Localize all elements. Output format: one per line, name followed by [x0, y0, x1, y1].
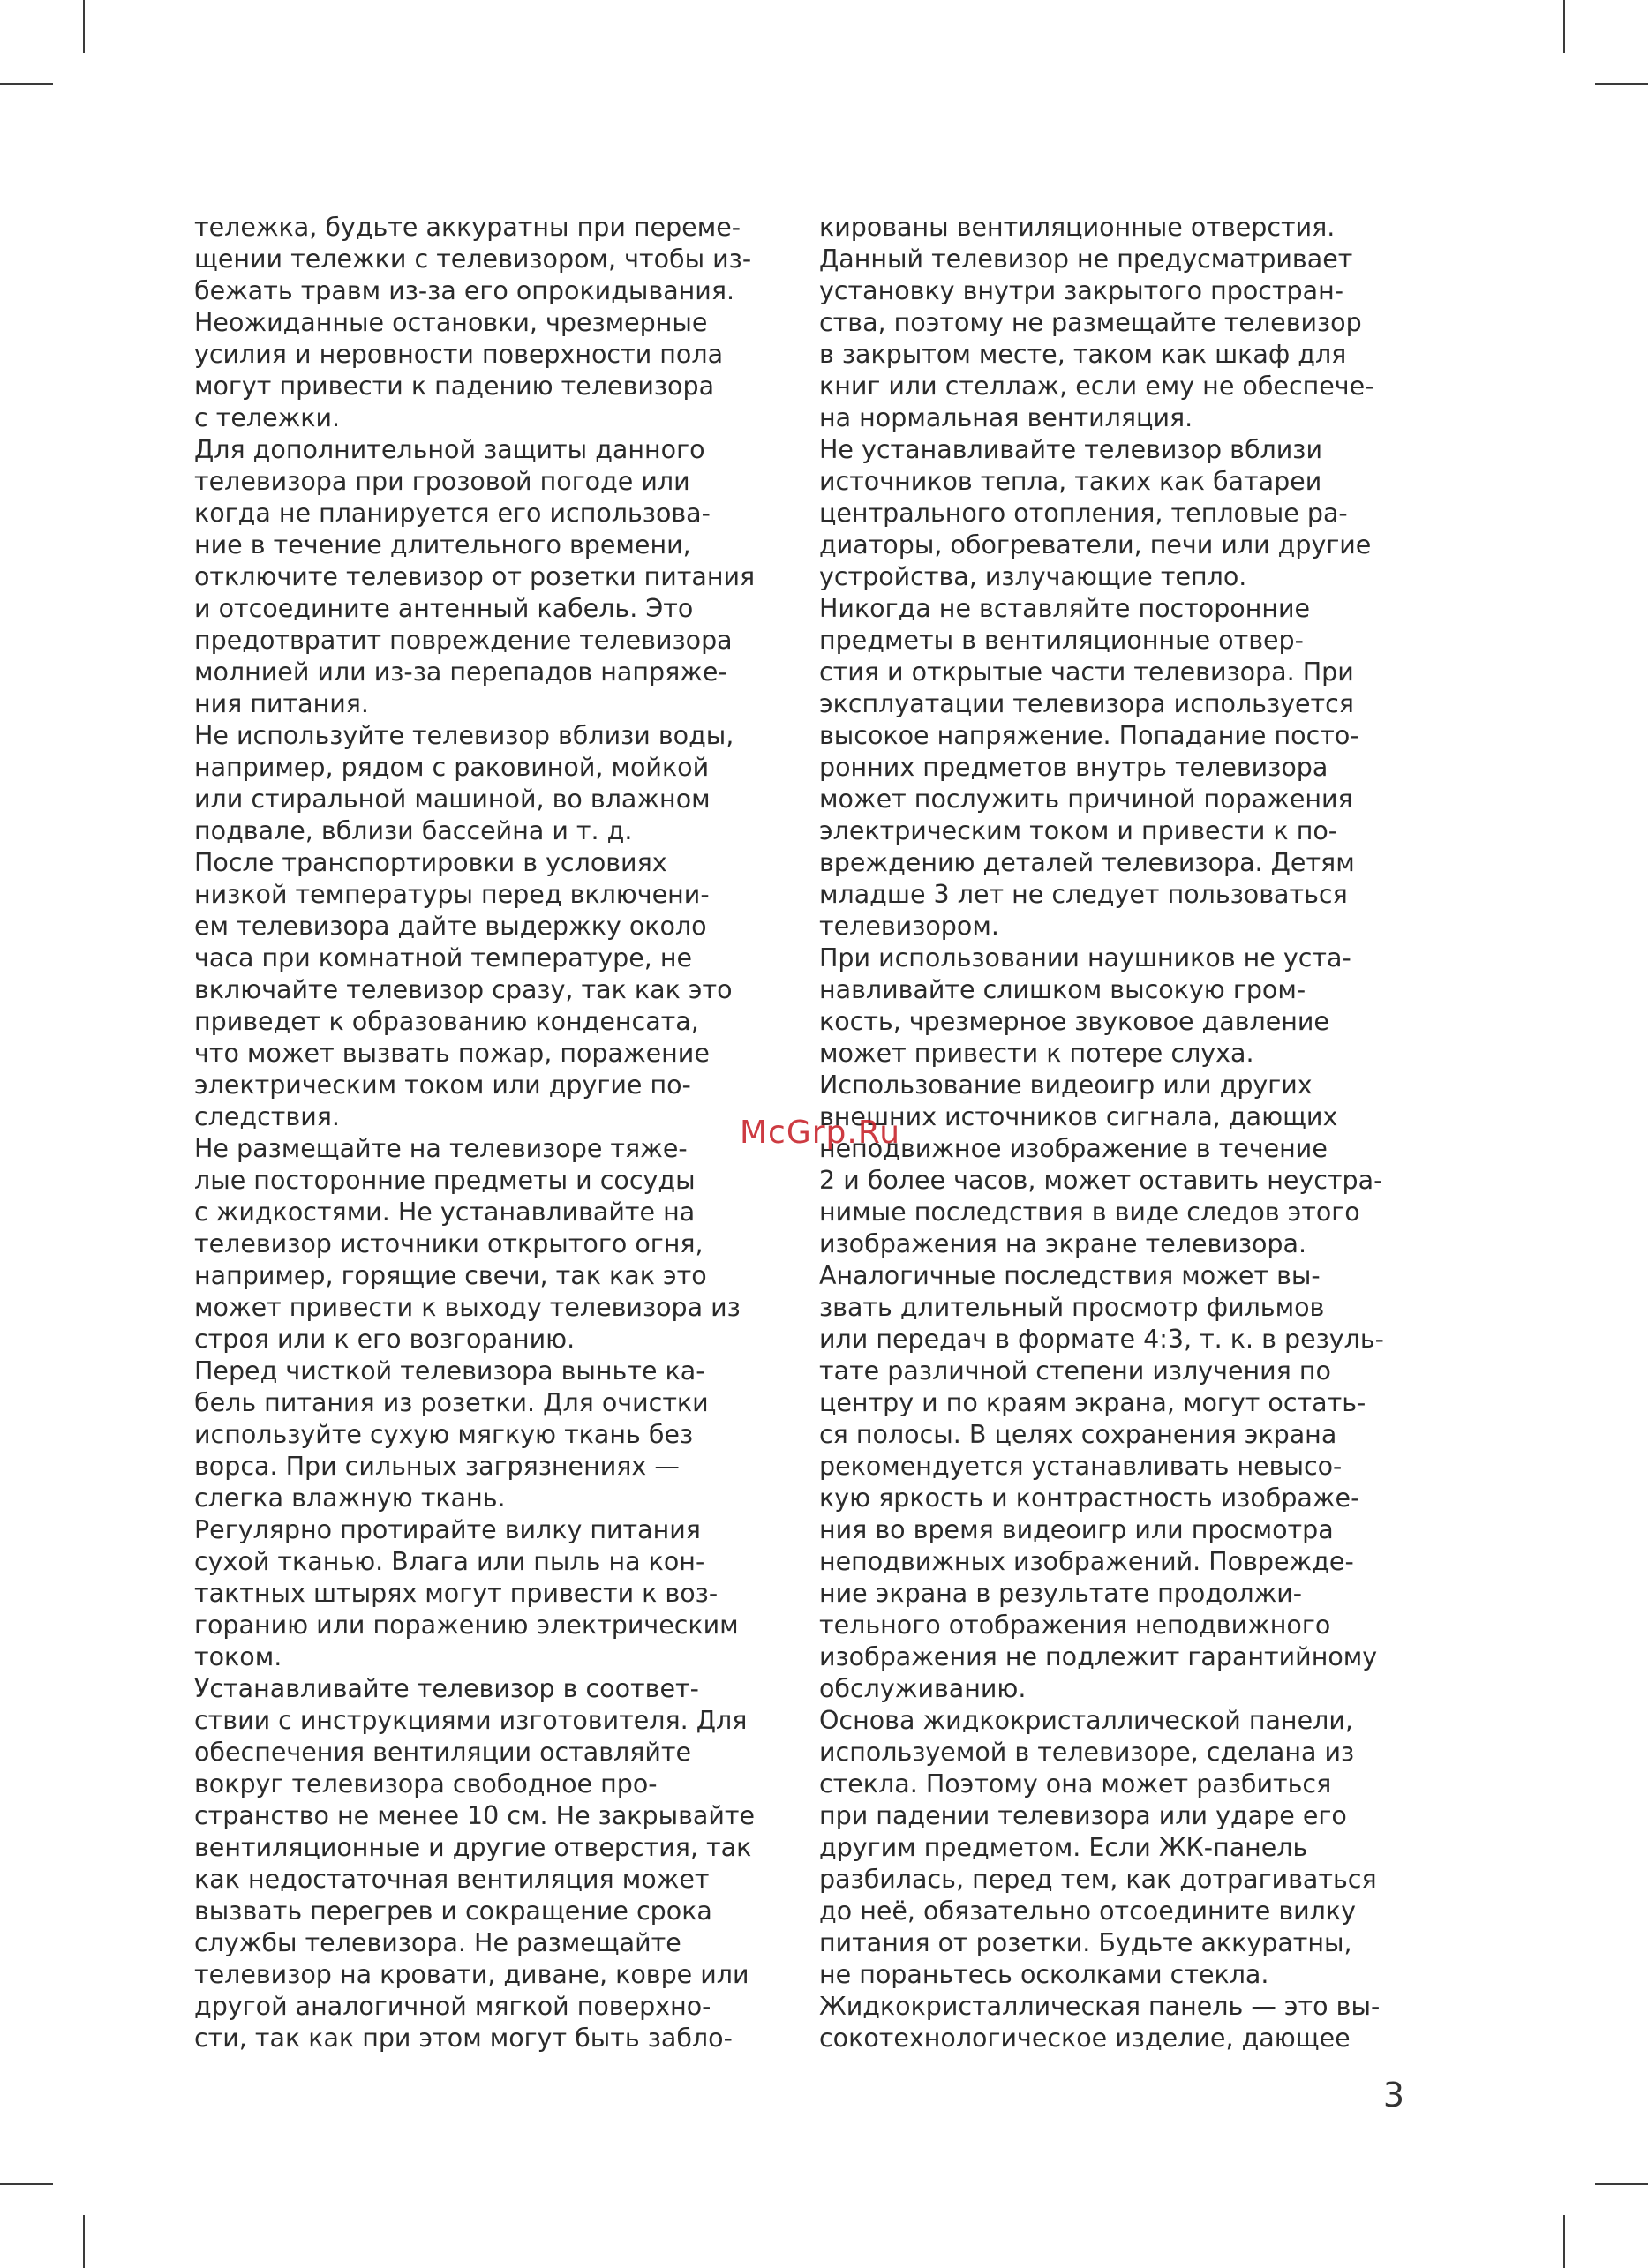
text-line: книг или стеллаж, если ему не обеспече- [819, 372, 1374, 401]
text-line: вокруг телевизора свободное про- [194, 1769, 658, 1799]
text-line: подвале, вблизи бассейна и т. д. [194, 816, 633, 845]
text-line: Не устанавливайте телевизор вблизи [819, 435, 1322, 464]
text-line: Регулярно протирайте вилку питания [194, 1515, 701, 1544]
text-line: обеспечения вентиляции оставляйте [194, 1738, 692, 1767]
text-line: установку внутри закрытого простран- [819, 276, 1344, 305]
text-line: тате различной степени излучения по [819, 1356, 1331, 1386]
text-line: другим предметом. Если ЖК-панель [819, 1833, 1308, 1862]
text-line: Не размещайте на телевизоре тяже- [194, 1134, 688, 1163]
text-line: телевизором. [819, 912, 999, 941]
text-line: на нормальная вентиляция. [819, 403, 1193, 432]
text-line: нимые последствия в виде следов этого [819, 1198, 1360, 1227]
text-line: бель питания из розетки. Для очистки [194, 1388, 709, 1417]
text-line: горанию или поражению электрическим [194, 1611, 739, 1640]
crop-mark-top-left-vertical [83, 0, 85, 53]
text-line: лые посторонние предметы и сосуды [194, 1166, 696, 1195]
text-line: может привести к выходу телевизора из [194, 1293, 741, 1322]
text-line: вызвать перегрев и сокращение срока [194, 1896, 712, 1926]
text-line: тельного отображения неподвижного [819, 1611, 1331, 1640]
text-line: низкой температуры перед включени- [194, 880, 710, 909]
text-line: ворса. При сильных загрязнениях — [194, 1452, 680, 1481]
text-line: изображения на экране телевизора. [819, 1229, 1307, 1258]
text-line: Неожиданные остановки, чрезмерные [194, 308, 708, 337]
text-line: ствии с инструкциями изготовителя. Для [194, 1706, 748, 1735]
crop-mark-top-left-horizontal [0, 83, 53, 85]
text-line: сокотехнологическое изделие, дающее [819, 2024, 1351, 2053]
crop-mark-top-right-horizontal [1595, 83, 1648, 85]
text-line: молнией или из-за перепадов напряже- [194, 657, 727, 687]
text-line: с тележки. [194, 403, 341, 432]
text-line: диаторы, обогреватели, печи или другие [819, 530, 1372, 559]
text-line: и отсоедините антенный кабель. Это [194, 594, 694, 623]
text-line: ния во время видеоигр или просмотра [819, 1515, 1334, 1544]
text-line: может послужить причиной поражения [819, 785, 1353, 814]
text-line: ем телевизора дайте выдержку около [194, 912, 707, 941]
text-line: слегка влажную ткань. [194, 1483, 506, 1513]
crop-mark-bottom-right-horizontal [1595, 2183, 1648, 2185]
text-line: кую яркость и контрастность изображе- [819, 1483, 1360, 1513]
text-line: ние экрана в результате продолжи- [819, 1579, 1303, 1608]
text-line: например, рядом с раковиной, мойкой [194, 753, 710, 782]
text-line: телевизор на кровати, диване, ковре или [194, 1960, 749, 1989]
text-line: внешних источников сигнала, дающих [819, 1102, 1338, 1131]
text-line: ся полосы. В целях сохранения экрана [819, 1420, 1337, 1449]
text-line: вреждению деталей телевизора. Детям [819, 848, 1355, 877]
text-line: Аналогичные последствия может вы- [819, 1261, 1321, 1290]
text-line: Для дополнительной защиты данного [194, 435, 705, 464]
text-line: в закрытом месте, таком как шкаф для [819, 340, 1347, 369]
text-line: Перед чисткой телевизора выньте ка- [194, 1356, 705, 1386]
text-line: ства, поэтому не размещайте телевизор [819, 308, 1362, 337]
text-line: звать длительный просмотр фильмов [819, 1293, 1325, 1322]
text-line: странство не менее 10 см. Не закрывайте [194, 1801, 756, 1830]
text-line: электрическим током или другие по- [194, 1070, 691, 1100]
text-line: Основа жидкокристаллической панели, [819, 1706, 1353, 1735]
text-line: могут привести к падению телевизора [194, 372, 715, 401]
text-line: При использовании наушников не уста- [819, 943, 1351, 973]
text-line: бежать травм из-за его опрокидывания. [194, 276, 735, 305]
text-line: Использование видеоигр или других [819, 1070, 1313, 1100]
text-line: высокое напряжение. Попадание посто- [819, 721, 1359, 750]
text-line: Устанавливайте телевизор в соответ- [194, 1674, 699, 1703]
text-line: телевизора при грозовой погоде или [194, 467, 690, 496]
text-line: или передач в формате 4:3, т. к. в резуль- [819, 1325, 1384, 1354]
text-line: неподвижных изображений. Поврежде- [819, 1547, 1354, 1576]
text-line: током. [194, 1642, 282, 1671]
text-line: когда не планируется его использова- [194, 499, 711, 528]
text-line: что может вызвать пожар, поражение [194, 1039, 710, 1068]
text-line: используйте сухую мягкую ткань без [194, 1420, 694, 1449]
text-line: Никогда не вставляйте посторонние [819, 594, 1311, 623]
crop-mark-bottom-left-horizontal [0, 2183, 53, 2185]
text-line: устройства, излучающие тепло. [819, 562, 1247, 591]
text-line: 2 и более часов, может оставить неустра- [819, 1166, 1383, 1195]
text-line: тележка, будьте аккуратны при переме- [194, 213, 741, 242]
text-line: часа при комнатной температуре, не [194, 943, 693, 973]
text-line: включайте телевизор сразу, так как это [194, 975, 733, 1004]
text-line: до неё, обязательно отсоедините вилку [819, 1896, 1356, 1926]
text-line: или стиральной машиной, во влажном [194, 785, 711, 814]
page-number: 3 [1382, 2076, 1404, 2114]
text-line: приведет к образованию конденсата, [194, 1007, 699, 1036]
text-line: младше 3 лет не следует пользоваться [819, 880, 1348, 909]
text-line: Жидкокристаллическая панель — это вы- [819, 1992, 1381, 2021]
text-line: навливайте слишком высокую гром- [819, 975, 1306, 1004]
text-line: Данный телевизор не предусматривает [819, 244, 1353, 274]
text-line: как недостаточная вентиляция может [194, 1865, 710, 1894]
text-line: изображения не подлежит гарантийному [819, 1642, 1378, 1671]
text-line: отключите телевизор от розетки питания [194, 562, 756, 591]
crop-mark-top-right-vertical [1563, 0, 1565, 53]
text-line: ния питания. [194, 689, 369, 718]
text-line: вентиляционные и другие отверстия, так [194, 1833, 752, 1862]
text-line: щении тележки с телевизором, чтобы из- [194, 244, 752, 274]
text-line: используемой в телевизоре, сделана из [819, 1738, 1355, 1767]
text-line: питания от розетки. Будьте аккуратны, [819, 1928, 1352, 1957]
crop-mark-bottom-left-vertical [83, 2215, 85, 2268]
crop-mark-bottom-right-vertical [1563, 2215, 1565, 2268]
text-line: После транспортировки в условиях [194, 848, 667, 877]
text-line: ние в течение длительного времени, [194, 530, 691, 559]
text-line: сти, так как при этом могут быть забло- [194, 2024, 733, 2053]
text-line: строя или к его возгоранию. [194, 1325, 576, 1354]
text-line: стекла. Поэтому она может разбиться [819, 1769, 1332, 1799]
text-line: может привести к потере слуха. [819, 1039, 1254, 1068]
text-line: эксплуатации телевизора используется [819, 689, 1354, 718]
text-line: электрическим током и привести к по- [819, 816, 1338, 845]
text-line: обслуживанию. [819, 1674, 1027, 1703]
text-line: тактных штырях могут привести к воз- [194, 1579, 719, 1608]
text-line: центрального отопления, тепловые ра- [819, 499, 1348, 528]
text-line: предотвратит повреждение телевизора [194, 626, 733, 655]
text-line: с жидкостями. Не устанавливайте на [194, 1198, 696, 1227]
text-line: следствия. [194, 1102, 340, 1131]
text-line: телевизор источники открытого огня, [194, 1229, 704, 1258]
text-line: Не используйте телевизор вблизи воды, [194, 721, 734, 750]
text-line: центру и по краям экрана, могут остать- [819, 1388, 1366, 1417]
text-line: ронних предметов внутрь телевизора [819, 753, 1328, 782]
text-line: кированы вентиляционные отверстия. [819, 213, 1336, 242]
text-line: службы телевизора. Не размещайте [194, 1928, 681, 1957]
text-line: усилия и неровности поверхности пола [194, 340, 724, 369]
text-line: при падении телевизора или ударе его [819, 1801, 1347, 1830]
text-line: неподвижное изображение в течение [819, 1134, 1328, 1163]
text-line: источников тепла, таких как батареи [819, 467, 1322, 496]
text-line: предметы в вентиляционные отвер- [819, 626, 1304, 655]
text-line: не пораньтесь осколками стекла. [819, 1960, 1269, 1989]
text-line: сухой тканью. Влага или пыль на кон- [194, 1547, 705, 1576]
text-line: например, горящие свечи, так как это [194, 1261, 707, 1290]
text-line: разбилась, перед тем, как дотрагиваться [819, 1865, 1377, 1894]
right-text-column [819, 212, 1419, 2054]
watermark-text: McGrp.Ru [740, 1115, 901, 1151]
text-line: другой аналогичной мягкой поверхно- [194, 1992, 711, 2021]
text-line: рекомендуется устанавливать невысо- [819, 1452, 1343, 1481]
left-text-column [194, 212, 794, 2054]
text-line: кость, чрезмерное звуковое давление [819, 1007, 1329, 1036]
text-line: стия и открытые части телевизора. При [819, 657, 1354, 687]
